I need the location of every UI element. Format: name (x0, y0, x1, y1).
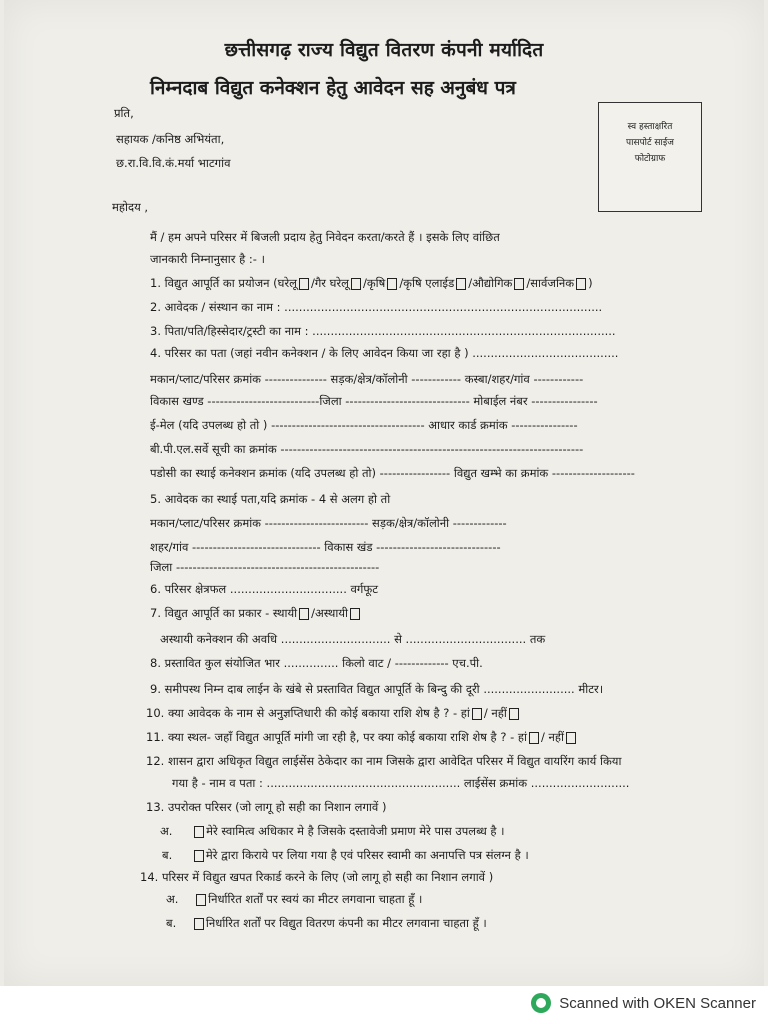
item-6-area[interactable]: 6. परिसर क्षेत्रफल ................................ वर्गफूट (150, 582, 379, 596)
item-13-option-b (162, 848, 529, 863)
item-1-option: /औद्योगिक (468, 276, 513, 290)
checkbox-yes[interactable] (472, 708, 482, 720)
item-11-dues-site (146, 730, 578, 745)
intro-line: मैं / हम अपने परिसर में बिजली प्रदाय हेतु निवेदन करता/करते हैं । इसके लिए वांछित (150, 230, 500, 244)
item-7-label: 7. विद्युत आपूर्ति का प्रकार - स्थायी (150, 606, 298, 620)
checkbox-ownership[interactable] (194, 826, 204, 838)
scanner-logo-icon (531, 993, 551, 1013)
item-11-label: 11. क्या स्थल- जहाँ विद्युत आपूर्ति मांगी जा रही है, पर क्या कोई बकाया राशि शेष है ? - हां (146, 730, 527, 744)
item-12-contractor: 12. शासन द्वारा अधिकृत विद्युत लाईसेंस ठेकेदार का नाम जिसके द्वारा आवेदित परिसर में विद्युत वायरिंग कार्य किया (146, 754, 622, 768)
checkbox-non-domestic[interactable] (351, 278, 361, 290)
photo-box (598, 102, 702, 212)
item-13-option-a (160, 824, 505, 839)
photo-box-line: फोटोग्राफ (634, 154, 666, 164)
item-4-bpl-row[interactable]: बी.पी.एल.सर्वे सूची का क्रमांक ------------------------------------------------------------------------- (150, 442, 584, 456)
checkbox-public[interactable] (576, 278, 586, 290)
item-12-contractor-name[interactable]: गया है - नाम व पता : ..................................................... लाईसेंस क्रमांक ........................... (172, 776, 630, 790)
item-4-premises-address: 4. परिसर का पता (जहां नवीन कनेक्शन / के लिए आवेदन किया जा रहा है ) ........................................ (150, 346, 619, 360)
salutation: महोदय , (112, 200, 149, 214)
scanner-label: Scanned with OKEN Scanner (559, 994, 756, 1012)
item-1-end: ) (588, 276, 593, 290)
item-7-temporary-period[interactable]: अस्थायी कनेक्शन की अवधि .............................. से ................................. तक (160, 632, 546, 646)
form-subtitle: निम्नदाब विद्युत कनेक्शन हेतु आवेदन सह अनुबंध पत्र (150, 77, 516, 99)
option-text: मेरे द्वारा किराये पर लिया गया है एवं परिसर स्वामी का अनापत्ति पत्र संलग्न है । (205, 848, 529, 862)
item-8-connected-load[interactable]: 8. प्रस्तावित कुल संयोजित भार ............... किलो वाट / ------------- एच.पी. (150, 656, 483, 670)
item-14-option-a (166, 892, 422, 907)
checkbox-industrial[interactable] (514, 278, 524, 290)
option-text: मेरे स्वामित्व अधिकार मे है जिसके दस्तावेजी प्रमाण मेरे पास उपलब्ध है । (206, 824, 505, 838)
item-10-option: / नहीं (483, 706, 507, 720)
checkbox-agriculture[interactable] (387, 278, 397, 290)
item-4-block-row[interactable]: विकास खण्ड ---------------------------जिला ------------------------------ मोबाईल नंबर ---------------- (150, 394, 598, 408)
item-5-city-row[interactable]: शहर/गांव ------------------------------- विकास खंड ------------------------------ (150, 540, 501, 554)
checkbox-yes[interactable] (529, 732, 539, 744)
checkbox-no[interactable] (566, 732, 576, 744)
item-10-label: 10. क्या आवेदक के नाम से अनुज्ञप्तिधारी की कोई बकाया राशि शेष है ? - हां (146, 706, 470, 720)
item-7-option: /अस्थायी (311, 606, 349, 620)
item-1-option: /कृषि (362, 276, 386, 290)
item-7-supply-type (150, 606, 362, 621)
item-9-distance[interactable]: 9. समीपस्थ निम्न दाब लाईन के खंबे से प्रस्तावित विद्युत आपूर्ति के बिन्दु की दूरी ......................... मीटर। (150, 682, 604, 696)
item-10-dues-applicant (146, 706, 521, 721)
item-2-applicant-name[interactable]: 2. आवेदक / संस्थान का नाम : ....................................................................................... (150, 300, 603, 314)
checkbox-own-meter[interactable] (196, 894, 206, 906)
item-1-option: /गैर घरेलू (310, 276, 349, 290)
item-14-option-b (166, 916, 487, 931)
item-1-option: /कृषि एलाईड (399, 276, 455, 290)
item-1-label: 1. विद्युत आपूर्ति का प्रयोजन (घरेलू (150, 276, 297, 290)
form-title: छत्तीसगढ़ राज्य विद्युत वितरण कंपनी मर्यादित (224, 39, 544, 61)
checkbox-agri-allied[interactable] (456, 278, 466, 290)
checkbox-domestic[interactable] (299, 278, 309, 290)
option-text: निर्धारित शर्तों पर विद्युत वितरण कंपनी का मीटर लगवाना चाहता हूँ । (205, 916, 487, 930)
item-1-option: /सार्वजनिक (526, 276, 575, 290)
option-label: अ. (166, 892, 179, 906)
checkbox-rented[interactable] (194, 850, 204, 862)
option-label: अ. (160, 824, 173, 838)
item-5-permanent-address: 5. आवेदक का स्थाई पता,यदि क्रमांक - 4 से अलग हो तो (150, 492, 391, 506)
intro-line: जानकारी निम्नानुसार है :- । (150, 252, 265, 266)
option-text: निर्धारित शर्तों पर स्वयं का मीटर लगवाना चाहता हूँ । (208, 892, 423, 906)
address-to: प्रति, (114, 106, 134, 120)
scanner-watermark (531, 992, 756, 1014)
item-11-option: / नहीं (540, 730, 564, 744)
item-4-house-row[interactable]: मकान/प्लाट/परिसर क्रमांक --------------- सड़क/क्षेत्र/कॉलोनी ------------ कस्बा/शहर/गांव ------------ (150, 372, 584, 386)
item-13-premises: 13. उपरोक्त परिसर (जो लागू हो सही का निशान लगावें ) (146, 800, 387, 814)
option-label: ब. (166, 916, 177, 930)
checkbox-company-meter[interactable] (194, 918, 204, 930)
item-4-email-row[interactable]: ई-मेल (यदि उपलब्ध हो तो ) ------------------------------------- आधार कार्ड क्रमांक ---------------- (150, 418, 578, 432)
item-5-district-row[interactable]: जिला ------------------------------------------------- (150, 560, 380, 574)
photo-box-line: स्व हस्ताक्षरित (627, 122, 673, 132)
item-5-house-row[interactable]: मकान/प्लाट/परिसर क्रमांक ------------------------- सड़क/क्षेत्र/कॉलोनी ------------- (150, 516, 507, 530)
item-4-neighbour-row[interactable]: पडोसी का स्थाई कनेक्शन क्रमांक (यदि उपलब्ध हो तो) ----------------- विद्युत खम्भे का क्रमांक -------------------- (150, 466, 635, 480)
checkbox-permanent[interactable] (299, 608, 309, 620)
address-office: छ.रा.वि.वि.कं.मर्या भाटगांव (116, 156, 231, 170)
option-label: ब. (162, 848, 173, 862)
checkbox-no[interactable] (509, 708, 519, 720)
item-1 (150, 276, 593, 291)
item-3-father-name[interactable]: 3. पिता/पति/हिस्सेदार/ट्रस्टी का नाम : ................................................................................... (150, 324, 616, 338)
item-14-meter: 14. परिसर में विद्युत खपत रिकार्ड करने के लिए (जो लागू हो सही का निशान लगावें ) (140, 870, 494, 884)
photo-box-line: पासपोर्ट साईज (626, 138, 674, 148)
address-recipient: सहायक /कनिष्ठ अभियंता, (116, 132, 225, 146)
checkbox-temporary[interactable] (350, 608, 360, 620)
